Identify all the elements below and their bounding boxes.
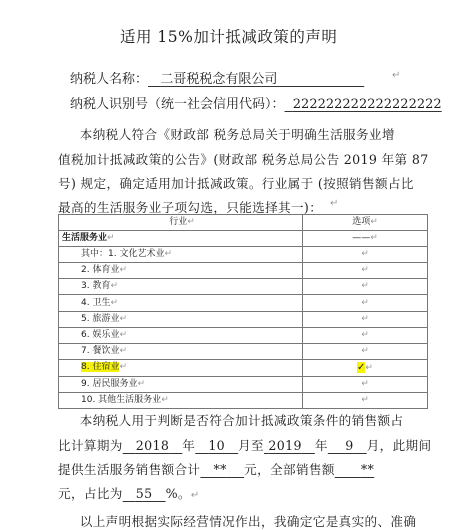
industry-row (59, 295, 428, 311)
industry-option-cell[interactable]: ↵ (303, 247, 428, 263)
end-month: 9 (345, 438, 354, 453)
taxpayer-id-row (70, 93, 442, 112)
industry-label: 9. 居民服务业↵ (59, 376, 303, 392)
category-row (59, 231, 428, 247)
para2-line-4: 元，占比为 55 %。↵ (58, 486, 200, 501)
para1-line-1: 本纳税人符合《财政部 税务总局关于明确生活服务业增 (79, 127, 395, 142)
industry-option-cell[interactable]: ✓↵ (303, 359, 428, 376)
industry-label: 4. 卫生↵ (59, 295, 303, 311)
industry-label: 其中：1. 文化艺术业↵ (59, 247, 303, 263)
industry-option-cell[interactable]: ↵ (303, 343, 428, 359)
industry-option-cell[interactable]: ↵ (303, 376, 428, 392)
taxpayer-name-label: 纳税人名称： (70, 72, 149, 87)
ratio-value: 55 (135, 486, 153, 501)
para2-line-1: 本纳税人用于判断是否符合加计抵减政策条件的销售额占 (79, 413, 404, 428)
industry-row (59, 376, 428, 392)
start-month: 10 (208, 438, 226, 453)
industry-row (59, 343, 428, 359)
industry-option-cell[interactable]: ↵ (303, 311, 428, 327)
checkmark-icon: ✓ (357, 361, 366, 373)
service-sales: ** (213, 462, 227, 477)
industry-option-cell[interactable]: ↵ (303, 392, 428, 408)
header-industry: 行业↵ (59, 215, 303, 231)
industry-label: 3. 教育↵ (59, 279, 303, 295)
document-title: 适用 15%加计抵减政策的声明 (120, 28, 338, 46)
para3-line-1: 以上声明根据实际经营情况作出，我确定它是真实的、准确 (79, 514, 417, 529)
industry-label: 8. 住宿业↵ (59, 359, 303, 376)
industry-label: 10. 其他生活服务业↵ (59, 392, 303, 408)
industry-option-cell[interactable]: ↵ (303, 295, 428, 311)
taxpayer-id-value: 222222222222222222 (292, 97, 442, 112)
paragraph-mark: ↵ (392, 70, 401, 81)
industry-row (59, 359, 428, 376)
industry-row (59, 279, 428, 295)
start-year: 2018 (135, 438, 170, 453)
industry-label: 5. 旅游业↵ (59, 311, 303, 327)
category-label: 生活服务业↵ (59, 231, 303, 247)
industry-option-cell[interactable]: ↵ (303, 279, 428, 295)
para1-line-4: 最高的生活服务业子项勾选，只能选择其一)： (58, 200, 323, 215)
industry-label: 6. 娱乐业↵ (59, 327, 303, 343)
industry-table (58, 214, 428, 409)
industry-row (59, 263, 428, 279)
industry-row (59, 327, 428, 343)
industry-option-cell[interactable]: ↵ (303, 263, 428, 279)
industry-label: 7. 餐饮业↵ (59, 343, 303, 359)
industry-row (59, 247, 428, 263)
taxpayer-id-label: 纳税人识别号（统一社会信用代码）： (70, 97, 285, 112)
category-option: ——↵ (303, 231, 428, 247)
para2-line-3: 提供生活服务销售额合计 ** 元，全部销售额 ** (58, 462, 375, 477)
header-option: 选项↵ (303, 215, 428, 231)
end-year: 2019 (268, 438, 302, 453)
taxpayer-name-value: 二哥税税念有限公司 (160, 72, 278, 87)
taxpayer-name-row (70, 68, 364, 87)
para2-line-2: 比计算期为 2018 年 10 月至 2019 年 9 月，此期间 (58, 438, 432, 453)
para1-line-3: 号) 规定，确定适用加计抵减政策。行业属于 (按照销售额占比 (58, 176, 414, 191)
para1-line-2: 值税加计抵减政策的公告》(财政部 税务总局公告 2019 年第 87 (58, 152, 429, 167)
industry-row (59, 392, 428, 408)
industry-option-cell[interactable]: ↵ (303, 327, 428, 343)
industry-label: 2. 体育业↵ (59, 263, 303, 279)
total-sales: ** (360, 462, 375, 477)
industry-row (59, 311, 428, 327)
paragraph-mark: ↵ (330, 198, 339, 209)
table-header-row (59, 215, 428, 231)
